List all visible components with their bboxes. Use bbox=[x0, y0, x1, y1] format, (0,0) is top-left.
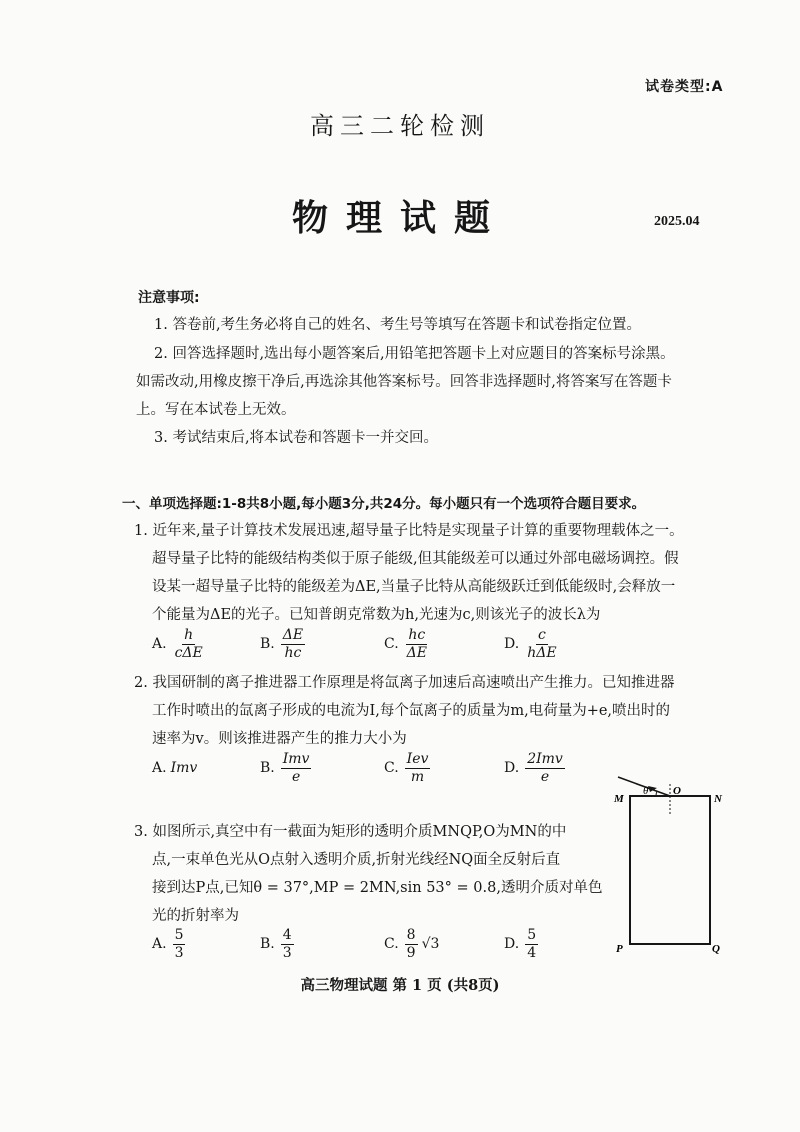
q3-option-a[interactable] bbox=[152, 928, 185, 960]
fraction bbox=[281, 928, 294, 960]
denominator: 9 bbox=[406, 944, 416, 961]
label-o: O bbox=[673, 785, 681, 797]
option-label: A. bbox=[152, 760, 167, 776]
denominator: e bbox=[540, 768, 550, 785]
option-label: C. bbox=[384, 636, 399, 653]
notice-line-2: 2. 回答选择题时,选出每小题答案后,用铅笔把答题卡上对应题目的答案标号涂黑。 bbox=[154, 346, 675, 362]
option-label: C. bbox=[384, 936, 399, 953]
page-footer: 高三物理试题 第 1 页 (共8页) bbox=[300, 977, 500, 994]
fraction bbox=[405, 628, 429, 660]
medium-rectangle bbox=[630, 796, 710, 944]
q1-option-d[interactable] bbox=[504, 628, 559, 660]
exam-date: 2025.04 bbox=[654, 214, 700, 229]
q1-line-2: 超导量子比特的能级结构类似于原子能级,但其能级差可以通过外部电磁场调控。假 bbox=[152, 551, 679, 567]
numerator: ΔE bbox=[282, 627, 304, 643]
fraction bbox=[173, 928, 186, 960]
label-theta: θ bbox=[643, 785, 649, 797]
numerator: 5 bbox=[174, 927, 184, 943]
option-label: D. bbox=[504, 760, 520, 777]
option-label: B. bbox=[260, 636, 275, 653]
fraction bbox=[525, 752, 565, 784]
exam-subtitle: 高三二轮检测 bbox=[310, 112, 490, 140]
notice-line-5: 3. 考试结束后,将本试卷和答题卡一并交回。 bbox=[154, 430, 439, 446]
exam-title: 物理试题 bbox=[291, 197, 508, 239]
q3-option-d[interactable] bbox=[504, 928, 538, 960]
label-n: N bbox=[714, 793, 722, 805]
q3-line-2: 点,一束单色光从O点射入透明介质,折射光线经NQ面全反射后直 bbox=[152, 852, 561, 868]
numerator: hc bbox=[408, 627, 426, 643]
notice-line-1: 1. 答卷前,考生务必将自己的姓名、考生号等填写在答题卡和试卷指定位置。 bbox=[154, 317, 642, 333]
q2-option-c[interactable] bbox=[384, 752, 430, 784]
denominator: 3 bbox=[282, 944, 292, 961]
q2-line-3: 速率为v。则该推进器产生的推力大小为 bbox=[152, 731, 407, 747]
numerator: c bbox=[537, 627, 546, 643]
q3-line-3: 接到达P点,已知θ = 37°,MP = 2MN,sin 53° = 0.8,透明介质对单色 bbox=[152, 880, 603, 896]
q1-option-b[interactable] bbox=[260, 628, 305, 660]
option-suffix: √3 bbox=[421, 936, 440, 953]
numerator: Imv bbox=[282, 751, 310, 767]
fraction bbox=[405, 752, 431, 784]
denominator: ΔE bbox=[406, 644, 428, 661]
option-label: D. bbox=[504, 636, 520, 653]
numerator: 4 bbox=[282, 927, 292, 943]
numerator: 5 bbox=[527, 927, 537, 943]
numerator: 2Imv bbox=[527, 751, 563, 767]
fraction bbox=[281, 752, 312, 784]
q3-option-b[interactable] bbox=[260, 928, 294, 960]
option-label: A. bbox=[152, 936, 167, 953]
option-label: A. bbox=[152, 636, 167, 653]
denominator: cΔE bbox=[174, 644, 203, 661]
q3-line-1: 3. 如图所示,真空中有一截面为矩形的透明介质MNQP,O为MN的中 bbox=[134, 824, 567, 840]
denominator: e bbox=[291, 768, 301, 785]
label-m: M bbox=[614, 793, 624, 805]
notice-line-3: 如需改动,用橡皮擦干净后,再选涂其他答案标号。回答非选择题时,将答案写在答题卡 bbox=[136, 374, 672, 390]
q3-figure bbox=[600, 768, 740, 968]
denominator: 3 bbox=[174, 944, 184, 961]
q2-option-a[interactable] bbox=[152, 760, 197, 776]
q3-line-4: 光的折射率为 bbox=[152, 908, 239, 924]
fraction bbox=[405, 928, 418, 960]
q2-line-2: 工作时喷出的氙离子形成的电流为I,每个氙离子的质量为m,电荷量为+e,喷出时的 bbox=[152, 703, 671, 719]
denominator: 4 bbox=[527, 944, 537, 961]
paper-type-label: 试卷类型:A bbox=[645, 79, 724, 95]
label-p: P bbox=[616, 943, 623, 955]
q1-option-c[interactable] bbox=[384, 628, 429, 660]
fraction bbox=[173, 628, 205, 660]
q2-option-b[interactable] bbox=[260, 752, 311, 784]
fraction bbox=[281, 628, 305, 660]
section-heading: 一、单项选择题:1-8共8小题,每小题3分,共24分。每小题只有一个选项符合题目要求。 bbox=[122, 496, 646, 512]
denominator: hΔE bbox=[527, 644, 557, 661]
denominator: m bbox=[410, 768, 425, 785]
q1-line-1: 1. 近年来,量子计算技术发展迅速,超导量子比特是实现量子计算的重要物理载体之一。 bbox=[134, 523, 684, 539]
numerator: 8 bbox=[406, 927, 416, 943]
q2-line-1: 2. 我国研制的离子推进器工作原理是将氙离子加速后高速喷出产生推力。已知推进器 bbox=[134, 675, 675, 691]
option-label: B. bbox=[260, 760, 275, 777]
denominator: hc bbox=[284, 644, 302, 661]
fraction bbox=[525, 628, 558, 660]
q1-line-3: 设某一超导量子比特的能级差为ΔE,当量子比特从高能级跃迁到低能级时,会释放一 bbox=[152, 579, 676, 595]
label-q: Q bbox=[712, 943, 720, 955]
q1-option-a[interactable] bbox=[152, 628, 205, 660]
option-label: B. bbox=[260, 936, 275, 953]
option-label: C. bbox=[384, 760, 399, 777]
q1-line-4: 个能量为ΔE的光子。已知普朗克常数为h,光速为c,则该光子的波长λ为 bbox=[152, 607, 601, 623]
option-label: D. bbox=[504, 936, 520, 953]
numerator: Iev bbox=[406, 751, 429, 767]
notice-line-4: 上。写在本试卷上无效。 bbox=[136, 402, 296, 418]
option-value: Imv bbox=[170, 760, 198, 776]
notice-heading: 注意事项: bbox=[138, 290, 200, 306]
q2-option-d[interactable] bbox=[504, 752, 565, 784]
fraction bbox=[525, 928, 538, 960]
numerator: h bbox=[184, 627, 194, 643]
q3-option-c[interactable] bbox=[384, 928, 439, 960]
